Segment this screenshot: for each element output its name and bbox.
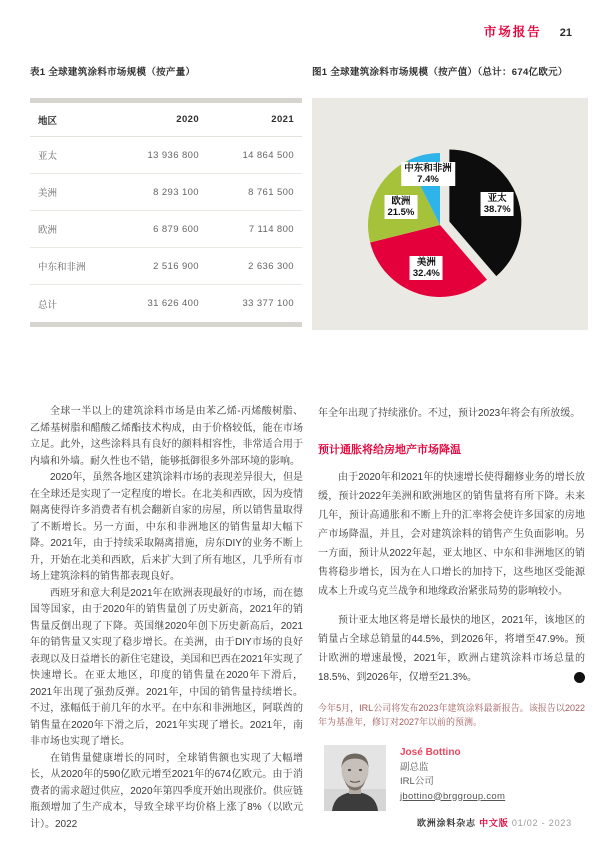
end-of-article-icon: ❮: [574, 672, 585, 683]
author-bio: [324, 745, 585, 811]
table-cell: 8 761 500: [248, 186, 294, 198]
table-cell: 亚太: [38, 151, 58, 162]
page-number: 21: [559, 27, 572, 39]
page-footer: [417, 816, 572, 829]
paragraph: 西班牙和意大利是2021年在欧洲表现最好的市场，而在德国等国家，由于2020年的销售量创了历史新高，2021年的销售量反倒出现了下降。英国继2020年创下历史新高后，2021年的销售量又实现了稳步增长。在美洲，由于DIY市场的良好表现以及日益增长的新住宅建设，美国和巴西在2021年实现了快速增长。在亚太地区，印度的销售量在2020年下滑后，2021年出现了强劲反弹。2021年，中国的销售量持续增长。不过，涨幅低于前几年的水平。在中东和非洲地区，阿联酋的销售量在2020年下滑之后，2021年实现了增长。2021年，南非市场也实现了增长。: [30, 587, 303, 747]
table-row: [30, 285, 302, 322]
section-label: 市场报告: [483, 25, 542, 39]
paragraph: 在销售量健康增长的同时，全球销售额也实现了大幅增长，从2020年的590亿欧元增至2021年的674亿欧元。由于消费者的需求超过供应，2020年第四季度开始出现涨价。供应链瓶颈增加了生产成本，导致全球平均价格上涨了8%（以欧元计）。2022: [30, 752, 303, 830]
table-cell: 8 293 100: [153, 186, 199, 198]
page-header: [484, 22, 572, 40]
table-cell: 欧洲: [38, 225, 58, 236]
column-header-2021: 2021: [271, 114, 294, 125]
pie-slice-label: 欧洲 21.5%: [384, 195, 417, 219]
paragraph-continuation: 年全年出现了持续涨价。不过，预计2023年将会有所放缓。: [318, 408, 581, 419]
paragraph-text: 预计亚太地区将是增长最快的地区，2021年，该地区的销量占全球总销量的44.5%，到2026年，将增至47.9%。预计欧洲的增速最慢，2021年，欧洲占建筑涂料市场总量的18.5%、到2026年，仅增至21.3%。: [318, 615, 585, 683]
column-header-2020: 2020: [176, 114, 199, 125]
article-left-column: [30, 404, 303, 833]
author-company: IRL公司: [400, 776, 434, 787]
column-header-region: 地区: [38, 115, 58, 127]
paragraph: 由于2020年和2021年的快速增长使得翻修业务的增长放缓，预计2022年美洲和欧洲地区的销售量将有所下降。未来几年，预计高通胀和不断上升的汇率将会使许多国家的房地产市场降温，并且，会对建筑涂料的销售产生负面影响。另一方面，预计从2022年起，亚太地区、中东和非洲地区的销售将稳步增长，因为在人口增长的加持下，这些地区受能源成本上升或乌克兰战争和地缘政治紧张局势的影响较小。: [318, 472, 585, 597]
author-photo: [324, 745, 386, 811]
table-cell: 14 864 500: [242, 149, 294, 161]
table-cell: 6 879 600: [153, 223, 199, 235]
journal-name: 欧洲涂料杂志: [417, 818, 476, 828]
journal-edition: 中文版: [479, 818, 509, 828]
table-bottom-rule: [30, 322, 302, 327]
table-header-row: [30, 103, 302, 137]
table-cell: 总计: [38, 299, 58, 311]
table-cell: 美洲: [38, 188, 58, 199]
paragraph: 2020年，虽然各地区建筑涂料市场的表现差异很大，但是在全球还是实现了一定程度的增长。在北美和西欧，因为疫情隔离使得许多消费者有机会翻新自家的房屋，所以销售量取得了不断增长。另一方面，中东和非洲地区的销售量却大幅下降。2021年，由于持续采取隔离措施，房东DIY的业务不断上升，开始在北美和西欧，后来扩大到了所有地区，几乎所有市场上建筑涂料的销售都表现良好。: [30, 472, 303, 582]
author-info: [400, 745, 505, 811]
article-body: [30, 404, 600, 833]
author-email-link[interactable]: jbottino@brggroup.com: [400, 790, 506, 802]
table-row: [30, 137, 302, 174]
top-section: [30, 64, 588, 330]
pie-slice-label: 美洲 32.4%: [410, 256, 443, 280]
market-volume-table: [30, 64, 302, 330]
article-right-column: [318, 404, 600, 833]
table-cell: 中东和非洲: [38, 262, 86, 273]
table-row: [30, 248, 302, 285]
paragraph: [318, 611, 600, 687]
author-name: José Bottino: [400, 747, 461, 758]
pie-chart: [312, 98, 588, 330]
author-portrait-image: [324, 745, 386, 811]
table-row: [30, 174, 302, 211]
report-note: 今年5月，IRL公司将发布2023年建筑涂料最新报告。该报告以2022年为基准年，修订对2027年以前的预测。: [318, 703, 585, 727]
pie-slice-label: 中东和非洲 7.4%: [401, 162, 455, 186]
table-cell: 7 114 800: [248, 223, 294, 235]
pie-slice-label: 亚太 38.7%: [481, 192, 514, 216]
article-subheading: 预计通胀将给房地产市场降温: [318, 444, 461, 456]
table-cell: 13 936 800: [147, 149, 199, 161]
paragraph: 全球一半以上的建筑涂料市场是由苯乙烯-丙烯酸树脂、乙烯基树脂和醋酸乙烯酯技术构成，由于价格较低，能在市场立足。此外，这些涂料具有良好的颜料相容性，非常适合用于内墙和外墙。耐久性也不错，能够抵御很多外部环境的影响。: [30, 406, 303, 467]
pie-chart-panel: [312, 98, 588, 330]
table-cell: 2 516 900: [153, 260, 199, 272]
table-title: 表1 全球建筑涂料市场规模（按产量）: [30, 67, 196, 78]
figure-title: 图1 全球建筑涂料市场规模（按产值）（总计：674亿欧元）: [312, 67, 568, 78]
market-value-figure: [312, 64, 588, 330]
table-cell: 2 636 300: [248, 260, 294, 272]
issue-number: 01/02 - 2023: [511, 818, 572, 828]
table-cell: 31 626 400: [147, 298, 199, 309]
table-cell: 33 377 100: [242, 298, 294, 309]
author-title: 副总监: [400, 761, 429, 773]
table-body: [30, 137, 302, 322]
table-row: [30, 211, 302, 248]
